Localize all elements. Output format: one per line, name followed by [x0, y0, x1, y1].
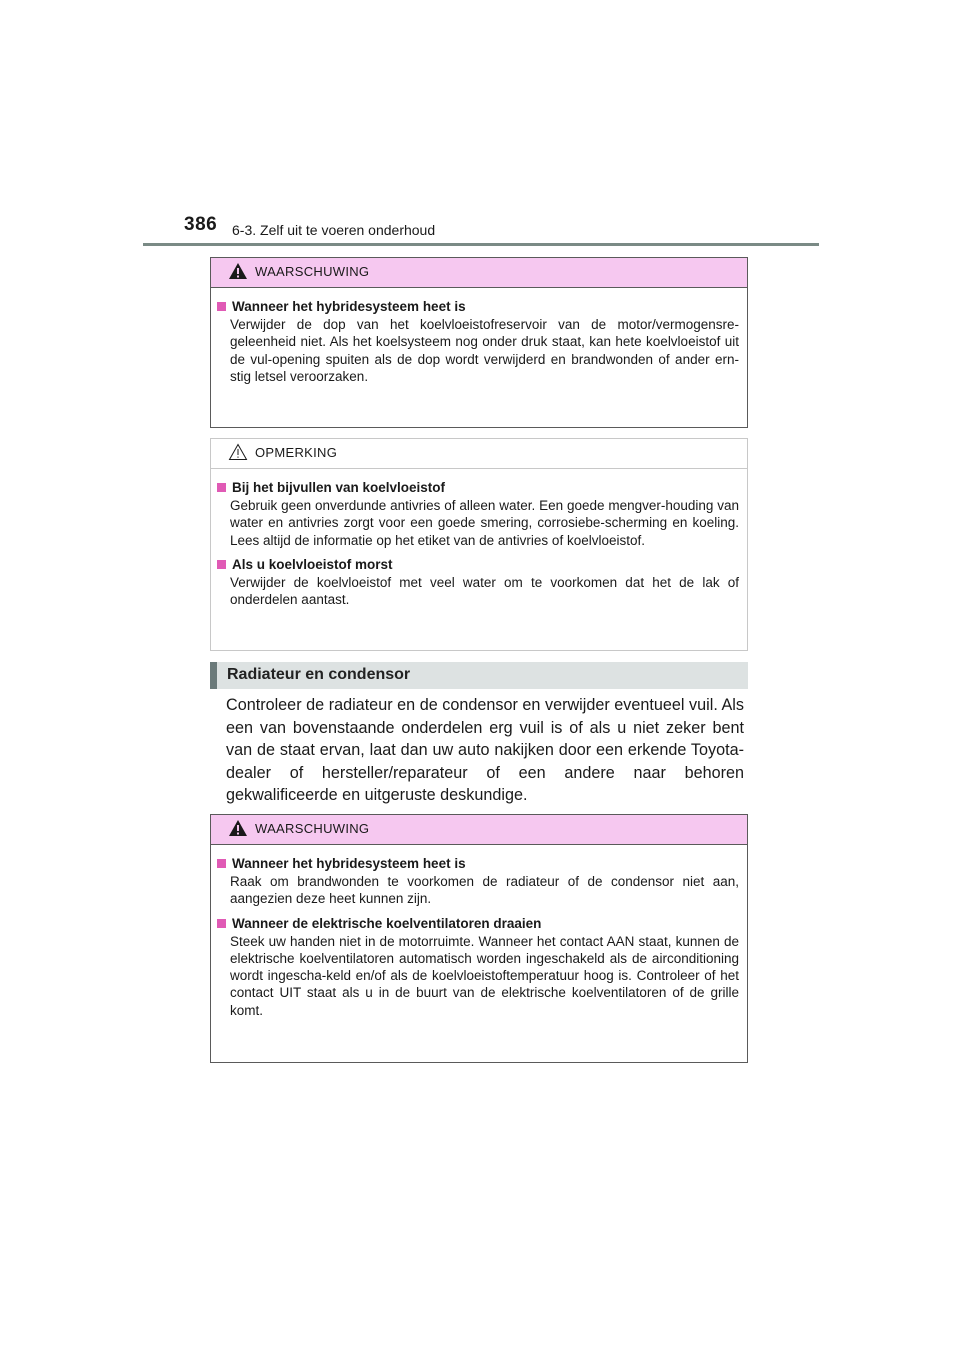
bullet-square-icon	[217, 560, 226, 569]
notice-label: OPMERKING	[255, 445, 338, 460]
notice-header	[211, 439, 747, 469]
section-heading	[210, 662, 748, 689]
warning-header	[211, 815, 747, 845]
notice-item-title: Als u koelvloeistof morst	[217, 557, 739, 572]
warning-label: WAARSCHUWING	[255, 264, 370, 279]
section-title: 6-3. Zelf uit te voeren onderhoud	[232, 222, 436, 238]
notice-item-text: Verwijder de koelvloeistof met veel water om te voorkomen dat het de lak of onderdelen aantast.	[230, 574, 739, 608]
bullet-square-icon	[217, 919, 226, 928]
warning-triangle-icon	[228, 819, 248, 837]
notice-item-title: Bij het bijvullen van koelvloeistof	[217, 480, 739, 495]
bullet-square-icon	[217, 302, 226, 311]
section-heading-text: Radiateur en condensor	[227, 666, 411, 683]
bullet-square-icon	[217, 859, 226, 868]
warning-header	[211, 258, 747, 288]
warning-triangle-icon	[228, 262, 248, 280]
warning-label: WAARSCHUWING	[255, 821, 370, 836]
warning-item-text: Verwijder de dop van het koelvloeistofreservoir van de motor/vermogensre-geleenheid niet. Als het koelsysteem nog onder druk staat, kan hete koelvloeistof uit de vul-opening spuiten als de dop wordt verwijderd en brandwonden of ander ern-stig letsel veroorzaken.	[230, 317, 739, 384]
heading-accent-bar	[210, 662, 217, 689]
warning-box	[210, 257, 748, 428]
caution-outline-icon	[228, 443, 248, 461]
page-number: 386	[184, 214, 218, 235]
notice-box	[210, 438, 748, 651]
warning-item-title: Wanneer het hybridesysteem heet is	[217, 856, 739, 871]
warning-item-title: Wanneer de elektrische koelventilatoren draaien	[217, 916, 739, 931]
warning-item-text: Raak om brandwonden te voorkomen de radiateur of de condensor niet aan, aangezien deze heet kunnen zijn.	[230, 874, 739, 907]
body-paragraph: Controleer de radiateur en de condensor en verwijder eventueel vuil. Als een van bovenstaande onderdelen erg vuil is of als u niet zeker bent van de staat ervan, laat dan uw auto nakijken door een erkende Toyota-dealer of hersteller/reparateur of een andere naar behoren gekwalificeerde en uitgeruste deskundige.	[226, 696, 744, 805]
warning-box	[210, 814, 748, 1063]
header-divider	[143, 243, 819, 246]
notice-item-text: Gebruik geen onverdunde antivries of alleen water. Een goede mengver-houding van water en antivries zorgt voor een goede smering, corrosiebe-scherming en koeling. Lees altijd de informatie op het etiket van de antivries of koelvloeistof.	[230, 498, 739, 548]
warning-item-text: Steek uw handen niet in de motorruimte. Wanneer het contact AAN staat, kunnen de elektrische koelventilatoren automatisch worden ingeschakeld als de airconditioning wordt ingescha-keld en/of als de koelvloeistoftemperatuur hoog is. Controleer of het contact UIT staat als u in de buurt van de elektrische koelventilatoren of de grille komt.	[230, 933, 739, 1018]
warning-item-title: Wanneer het hybridesysteem heet is	[217, 299, 739, 314]
bullet-square-icon	[217, 483, 226, 492]
